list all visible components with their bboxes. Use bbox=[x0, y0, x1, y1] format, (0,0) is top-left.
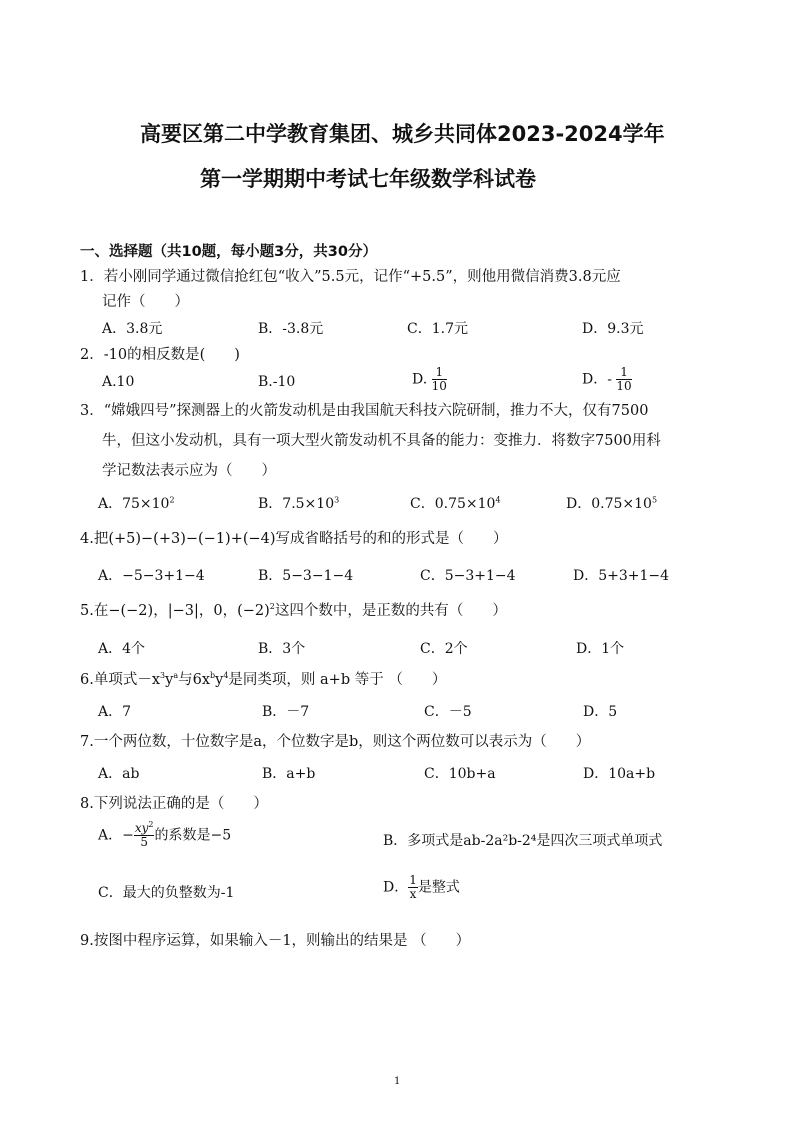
q2-option-a: A.10 bbox=[102, 374, 135, 390]
q5-item-1: −(−2) bbox=[108, 603, 154, 619]
q8-option-d-fraction bbox=[408, 874, 418, 901]
q5-stem: 5.在−(−2)，|−3|，0，$(-2)^2$这四个数中，是正数的共有（ ） bbox=[80, 602, 507, 619]
q2-option-d bbox=[582, 366, 632, 393]
q7-option-c: C．10b+a bbox=[424, 766, 496, 782]
exam-title-line2: 第一学期期中考试七年级数学科试卷 bbox=[200, 167, 536, 191]
q3-stem-line1: 3．“嫦娥四号”探测器上的火箭发动机是由我国航天科技六院研制，推力不大，仅有7500 bbox=[80, 403, 649, 419]
q3-option-b bbox=[258, 495, 339, 513]
q3-option-a-base: A．75×10 bbox=[98, 496, 170, 512]
q6-exp-3: b bbox=[210, 671, 216, 681]
fraction-numerator-text: xy bbox=[134, 821, 149, 835]
q2-option-c bbox=[412, 366, 447, 393]
q5-stem-suffix: 这四个数中，是正数的共有（ ） bbox=[274, 603, 507, 619]
q7-option-d: D．10a+b bbox=[583, 766, 656, 782]
q6-option-b: B．－7 bbox=[262, 704, 310, 720]
q4-option-b: B．5−3−1−4 bbox=[258, 568, 354, 584]
fraction-numerator: 1 bbox=[616, 366, 631, 380]
q5-item-4-exp: 2 bbox=[269, 602, 275, 612]
q4-option-a: A．−5−3+1−4 bbox=[98, 568, 205, 584]
q2-option-c-label: D. bbox=[412, 371, 428, 388]
q7-option-a: A．ab bbox=[98, 766, 140, 782]
q4-expression: (+5)−(+3)−(−1)+(−4) bbox=[108, 531, 276, 547]
q6-stem bbox=[80, 671, 446, 689]
q8-option-a-label: A．− bbox=[98, 827, 134, 844]
q4-option-c: C．5−3+1−4 bbox=[420, 568, 516, 584]
q2-option-d-label: D．- bbox=[582, 371, 612, 388]
q3-option-d bbox=[566, 495, 657, 513]
q8-stem: 8.下列说法正确的是（ ） bbox=[80, 796, 268, 812]
q5-item-3: 0 bbox=[213, 603, 223, 619]
q9-stem: 9.按图中程序运算，如果输入－1，则输出的结果是 （ ） bbox=[80, 933, 471, 949]
q5-option-b: B．3个 bbox=[258, 641, 306, 657]
q5-item-4: (−2) bbox=[237, 603, 270, 619]
q5-option-c: C．2个 bbox=[420, 641, 468, 657]
q3-option-d-exp: 5 bbox=[651, 495, 658, 505]
exam-title-line1: 高要区第二中学教育集团、城乡共同体2023-2024学年 bbox=[140, 122, 665, 146]
q1-stem-line1: 1．若小刚同学通过微信抢红包“收入”5.5元，记作“+5.5”，则他用微信消费3.8元应 bbox=[80, 269, 621, 285]
q8-option-c: C．最大的负整数为-1 bbox=[98, 885, 235, 901]
q2-option-b: B.-10 bbox=[258, 374, 296, 390]
q6-option-d: D．5 bbox=[583, 704, 618, 720]
q3-option-c-exp: 4 bbox=[495, 495, 501, 505]
fraction-numerator bbox=[134, 822, 155, 836]
q3-option-b-exp: 3 bbox=[334, 495, 340, 505]
q7-stem: 7.一个两位数，十位数字是a，个位数字是b，则这个两位数可以表示为（ ） bbox=[80, 734, 591, 750]
q8-option-a bbox=[98, 822, 231, 849]
q7-option-b: B．a+b bbox=[262, 766, 316, 782]
fraction-denominator: 10 bbox=[616, 379, 632, 393]
q6-stem-part-b: y bbox=[165, 672, 174, 688]
fraction-denominator: 10 bbox=[431, 379, 447, 393]
q3-option-a-exp: 2 bbox=[169, 495, 175, 505]
q3-option-d-base: D．0.75×10 bbox=[566, 496, 652, 512]
q3-option-c bbox=[410, 495, 501, 513]
q6-exp-2: a bbox=[173, 671, 179, 681]
q6-option-a: A．7 bbox=[98, 704, 132, 720]
q3-stem-line2: 牛，但这小发动机，具有一项大型火箭发动机不具备的能力：变推力．将数字7500用科 bbox=[102, 433, 661, 449]
fraction-denominator: x bbox=[409, 887, 417, 901]
q8-option-d bbox=[383, 874, 460, 901]
q6-stem-part-a: 6.单项式－x bbox=[80, 672, 161, 688]
q8-option-d-text: 是整式 bbox=[417, 879, 460, 896]
q3-stem-line3: 学记数法表示应为（ ） bbox=[102, 463, 276, 479]
q3-option-a bbox=[98, 495, 175, 513]
q5-stem-prefix: 5.在 bbox=[80, 603, 109, 619]
q1-option-a: A．3.8元 bbox=[102, 321, 163, 337]
fraction-denominator: 5 bbox=[140, 835, 148, 849]
fraction-numerator: 1 bbox=[409, 873, 417, 887]
q6-exp-1: 3 bbox=[160, 671, 166, 681]
q8-option-b: B．多项式是ab-2a²b-2⁴是四次三项式单项式 bbox=[383, 833, 663, 849]
q6-option-c: C．－5 bbox=[424, 704, 472, 720]
fraction-numerator: 1 bbox=[432, 366, 447, 380]
section-heading: 一、选择题（共10题，每小题3分，共30分） bbox=[80, 244, 377, 260]
q6-stem-part-c: 与6x bbox=[178, 672, 210, 688]
q4-stem-suffix: 写成省略括号的和的形式是（ ） bbox=[275, 531, 508, 547]
q1-option-b: B．-3.8元 bbox=[258, 321, 324, 337]
q1-option-c: C．1.7元 bbox=[407, 321, 468, 337]
q5-item-2: |−3| bbox=[167, 603, 199, 619]
q6-stem-part-d: y bbox=[215, 672, 224, 688]
q8-option-d-label: D． bbox=[383, 879, 409, 896]
q6-stem-part-e: 是同类项，则 a+b 等于 （ ） bbox=[228, 672, 447, 688]
q4-stem bbox=[80, 530, 508, 548]
page-number: 1 bbox=[394, 1076, 401, 1087]
q1-option-d: D．9.3元 bbox=[582, 321, 644, 337]
q5-option-a: A．4个 bbox=[98, 641, 146, 657]
fraction-numerator-exp: 2 bbox=[148, 820, 154, 829]
q2-option-c-fraction bbox=[432, 366, 447, 393]
q6-exp-4: 4 bbox=[223, 671, 229, 681]
q4-option-d: D．5+3+1−4 bbox=[573, 568, 670, 584]
q8-option-a-fraction bbox=[134, 822, 155, 849]
q1-stem-line2: 记作（ ） bbox=[102, 294, 189, 310]
q4-stem-prefix: 4.把 bbox=[80, 531, 109, 547]
q2-stem: 2．-10的相反数是( ) bbox=[80, 347, 240, 363]
q2-option-d-fraction bbox=[616, 366, 631, 393]
q5-option-d: D．1个 bbox=[576, 641, 625, 657]
q8-option-a-text: 的系数是−5 bbox=[154, 827, 232, 844]
q3-option-b-base: B．7.5×10 bbox=[258, 496, 335, 512]
q3-option-c-base: C．0.75×10 bbox=[410, 496, 496, 512]
